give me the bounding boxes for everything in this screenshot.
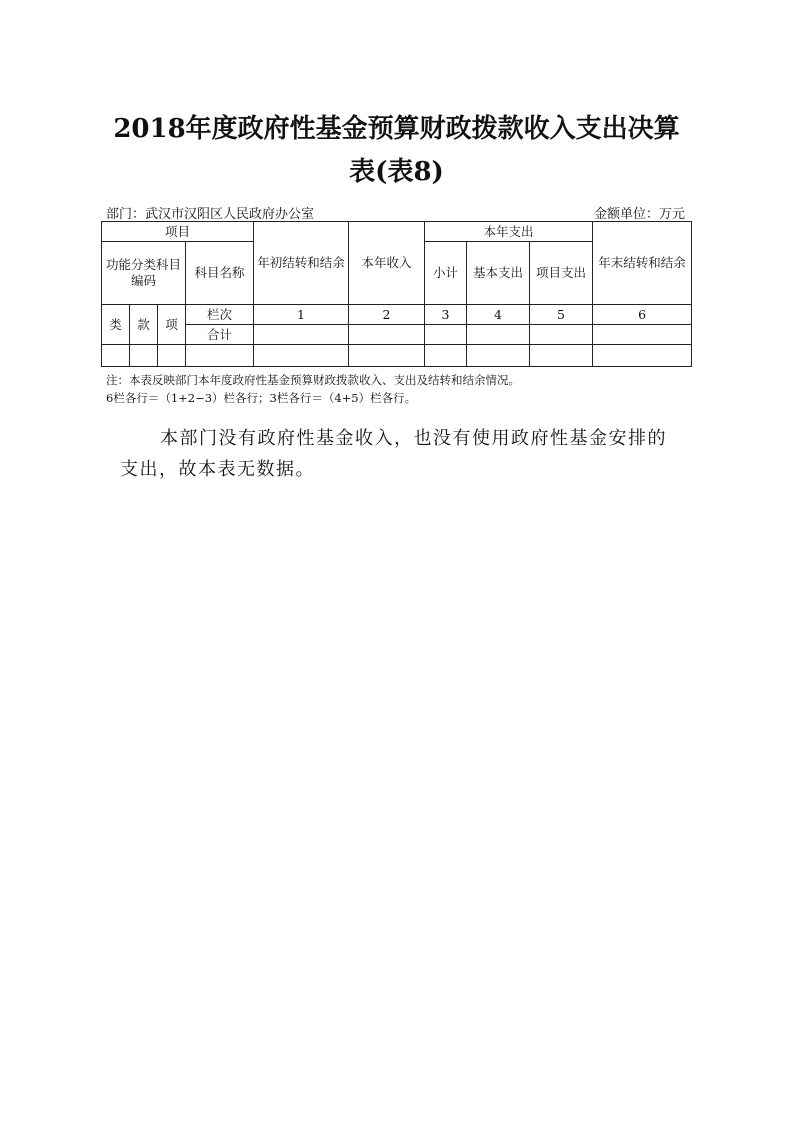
table-cell [593, 345, 692, 367]
body-paragraph: 本部门没有政府性基金收入，也没有使用政府性基金安排的支出，故本表无数据。 [120, 428, 667, 480]
column-no-label: 栏次 [186, 305, 254, 325]
table-note-1: 注：本表反映部门本年度政府性基金预算财政拨款收入、支出及结转和结余情况。 [106, 373, 520, 387]
table-note-2: 6栏各行＝（1+2−3）栏各行；3栏各行＝（4+5）栏各行。 [106, 391, 417, 405]
page-title [100, 108, 693, 194]
header-end-balance: 年末结转和结余 [593, 222, 692, 305]
cat-xiang: 项 [158, 305, 186, 345]
table-cell [158, 345, 186, 367]
col-number: 6 [593, 305, 692, 325]
table-cell [186, 345, 254, 367]
header-func-code: 功能分类科目编码 [102, 242, 186, 305]
header-begin-balance: 年初结转和结余 [254, 222, 349, 305]
table-cell [349, 345, 425, 367]
table-cell [593, 325, 692, 345]
header-income: 本年收入 [349, 222, 425, 305]
total-label: 合计 [186, 325, 254, 345]
header-project: 项目 [102, 222, 254, 242]
table-cell [530, 325, 593, 345]
unit-label: 金额单位：万元 [593, 207, 685, 222]
table-cell [425, 325, 467, 345]
cat-lei: 类 [102, 305, 130, 345]
header-expenditure: 本年支出 [425, 222, 593, 242]
table-cell [467, 345, 530, 367]
header-subject-name: 科目名称 [186, 242, 254, 305]
header-project-exp: 项目支出 [530, 242, 593, 305]
fund-table [101, 221, 692, 367]
col-number: 5 [530, 305, 593, 325]
table-cell [102, 345, 130, 367]
col-number: 4 [467, 305, 530, 325]
col-number: 2 [349, 305, 425, 325]
header-subtotal: 小计 [425, 242, 467, 305]
title-line-2: 表(表8) [349, 157, 444, 187]
table-cell [425, 345, 467, 367]
table-cell [130, 345, 158, 367]
table-cell [254, 325, 349, 345]
table-cell [349, 325, 425, 345]
total-row [102, 325, 692, 345]
table-header-row-1 [102, 222, 692, 242]
title-line-1: 2018年度政府性基金预算财政拨款收入支出决算 [113, 114, 680, 144]
col-number: 3 [425, 305, 467, 325]
cat-kuan: 款 [130, 305, 158, 345]
department-label: 部门：武汉市汉阳区人民政府办公室 [106, 207, 315, 222]
table-cell [254, 345, 349, 367]
empty-row [102, 345, 692, 367]
table-cell [530, 345, 593, 367]
header-basic-exp: 基本支出 [467, 242, 530, 305]
col-number: 1 [254, 305, 349, 325]
column-number-row [102, 305, 692, 325]
table-cell [467, 325, 530, 345]
